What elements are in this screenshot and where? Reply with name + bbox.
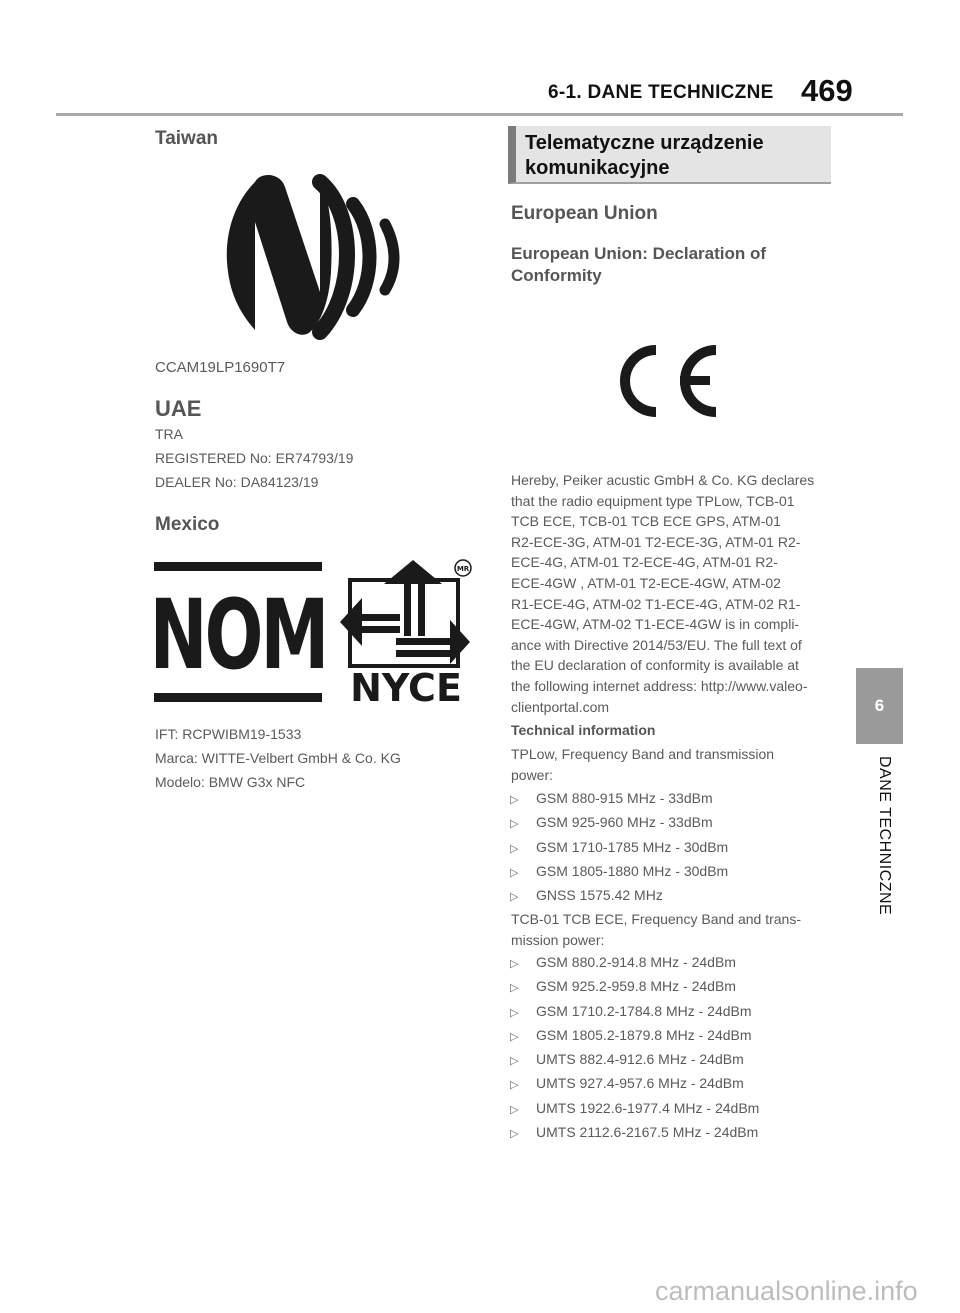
list-item: ▷ UMTS 1922.6-1977.4 MHz - 24dBm bbox=[510, 1096, 759, 1120]
watermark-text[interactable]: carmanualsonline.info bbox=[655, 1276, 918, 1306]
nom-logo bbox=[149, 562, 327, 702]
mexico-heading: Mexico bbox=[155, 514, 220, 535]
nyce-logo-text: NYCE bbox=[350, 666, 462, 706]
telematics-heading-line: Telematyczne urządzenie bbox=[525, 132, 764, 154]
telematics-heading-line: komunikacyjne bbox=[525, 157, 670, 179]
list-item: ▷ GSM 925.2-959.8 MHz - 24dBm bbox=[510, 974, 759, 998]
declaration-line: clientportal.com bbox=[511, 698, 610, 715]
bullet-triangle-icon: ▷ bbox=[510, 1128, 519, 1141]
eu-heading: European Union bbox=[511, 203, 658, 224]
declaration-heading-line: Conformity bbox=[511, 266, 602, 285]
list-item: ▷ UMTS 882.4-912.6 MHz - 24dBm bbox=[510, 1047, 759, 1071]
telematics-box-heading bbox=[508, 126, 831, 184]
bullet-triangle-icon: ▷ bbox=[510, 866, 519, 879]
declaration-text bbox=[511, 470, 841, 717]
list-item: ▷ GSM 1805-1880 MHz - 30dBm bbox=[510, 859, 728, 883]
declaration-line: TCB ECE, TCB-01 TCB ECE GPS, ATM-01 bbox=[511, 513, 781, 530]
list-item: ▷ GSM 1710.2-1784.8 MHz - 24dBm bbox=[510, 999, 759, 1023]
list-item: ▷ GSM 1805.2-1879.8 MHz - 24dBm bbox=[510, 1023, 759, 1047]
tplow-band-list bbox=[510, 786, 728, 907]
tplow-intro-line: TPLow, Frequency Band and transmission bbox=[511, 746, 775, 762]
bullet-triangle-icon: ▷ bbox=[510, 891, 519, 904]
list-item: ▷ GSM 925-960 MHz - 33dBm bbox=[510, 810, 728, 834]
tcb-band-list bbox=[510, 950, 759, 1144]
nyce-logo bbox=[338, 556, 473, 706]
uae-line: TRA bbox=[155, 426, 183, 442]
nom-logo-text: NOM bbox=[149, 579, 327, 691]
uae-line: DEALER No: DA84123/19 bbox=[155, 474, 319, 490]
ce-mark bbox=[612, 342, 724, 420]
bullet-triangle-icon: ▷ bbox=[510, 1103, 519, 1116]
bullet-triangle-icon: ▷ bbox=[510, 1055, 519, 1068]
list-item: ▷ UMTS 927.4-957.6 MHz - 24dBm bbox=[510, 1071, 759, 1095]
technical-info-heading: Technical information bbox=[511, 722, 656, 738]
mexico-line: IFT: RCPWIBM19-1533 bbox=[155, 726, 302, 742]
bullet-triangle-icon: ▷ bbox=[510, 958, 519, 970]
mexico-line: Modelo: BMW G3x NFC bbox=[155, 774, 306, 790]
declaration-line: ECE-4GW , ATM-01 T2-ECE-4GW, ATM-02 bbox=[511, 574, 781, 591]
declaration-line: ECE-4GW, ATM-02 T1-ECE-4GW is in compli- bbox=[511, 616, 800, 633]
declaration-heading bbox=[511, 243, 766, 287]
bullet-triangle-icon: ▷ bbox=[510, 818, 519, 831]
declaration-line: the EU declaration of conformity is available at bbox=[511, 657, 799, 674]
list-item: ▷ GSM 880.2-914.8 MHz - 24dBm bbox=[510, 950, 759, 974]
list-item: ▷ GNSS 1575.42 MHz bbox=[510, 883, 728, 907]
taiwan-code: CCAM19LP1690T7 bbox=[155, 359, 286, 376]
list-item: ▷ GSM 1710-1785 MHz - 30dBm bbox=[510, 835, 728, 859]
page-number: 469 bbox=[801, 73, 853, 108]
declaration-line: ance with Directive 2014/53/EU. The full text of bbox=[511, 636, 802, 653]
header-divider bbox=[56, 113, 903, 116]
tplow-intro bbox=[511, 744, 841, 785]
declaration-line: R1-ECE-4G, ATM-02 T1-ECE-4G, ATM-02 R1- bbox=[511, 595, 801, 612]
uae-line: REGISTERED No: ER74793/19 bbox=[155, 450, 354, 466]
list-item: ▷ UMTS 2112.6-2167.5 MHz - 24dBm bbox=[510, 1120, 759, 1144]
bullet-triangle-icon: ▷ bbox=[510, 982, 519, 995]
bullet-triangle-icon: ▷ bbox=[510, 1006, 519, 1019]
uae-heading: UAE bbox=[155, 396, 202, 421]
bullet-triangle-icon: ▷ bbox=[510, 842, 519, 855]
declaration-line: the following internet address: http://www.valeo- bbox=[511, 677, 808, 694]
tcb-intro bbox=[511, 909, 841, 950]
declaration-line: R2-ECE-3G, ATM-01 T2-ECE-3G, ATM-01 R2- bbox=[511, 533, 801, 550]
mexico-line: Marca: WITTE-Velbert GmbH & Co. KG bbox=[155, 750, 401, 766]
declaration-line: ECE-4G, ATM-01 T2-ECE-4G, ATM-01 R2- bbox=[511, 554, 778, 571]
declaration-line: that the radio equipment type TPLow, TCB-01 bbox=[511, 492, 795, 509]
ncc-logo bbox=[225, 162, 405, 340]
nyce-mr-mark: MR bbox=[456, 565, 470, 573]
chapter-side-label: DANE TECHNICZNE bbox=[876, 756, 893, 916]
list-item: ▷ GSM 880-915 MHz - 33dBm bbox=[510, 786, 728, 810]
section-title: 6-1. DANE TECHNICZNE bbox=[548, 82, 774, 103]
declaration-line: Hereby, Peiker acustic GmbH & Co. KG declares bbox=[511, 472, 815, 488]
taiwan-heading: Taiwan bbox=[155, 128, 218, 149]
bullet-triangle-icon: ▷ bbox=[510, 794, 519, 806]
bullet-triangle-icon: ▷ bbox=[510, 1030, 519, 1043]
declaration-heading-line: European Union: Declaration of bbox=[511, 244, 767, 263]
bullet-triangle-icon: ▷ bbox=[510, 1079, 519, 1092]
chapter-tab[interactable]: 6 bbox=[856, 668, 903, 744]
tplow-intro-line: power: bbox=[511, 766, 554, 783]
tcb-intro-line: TCB-01 TCB ECE, Frequency Band and trans- bbox=[511, 911, 801, 927]
tcb-intro-line: mission power: bbox=[511, 931, 605, 948]
